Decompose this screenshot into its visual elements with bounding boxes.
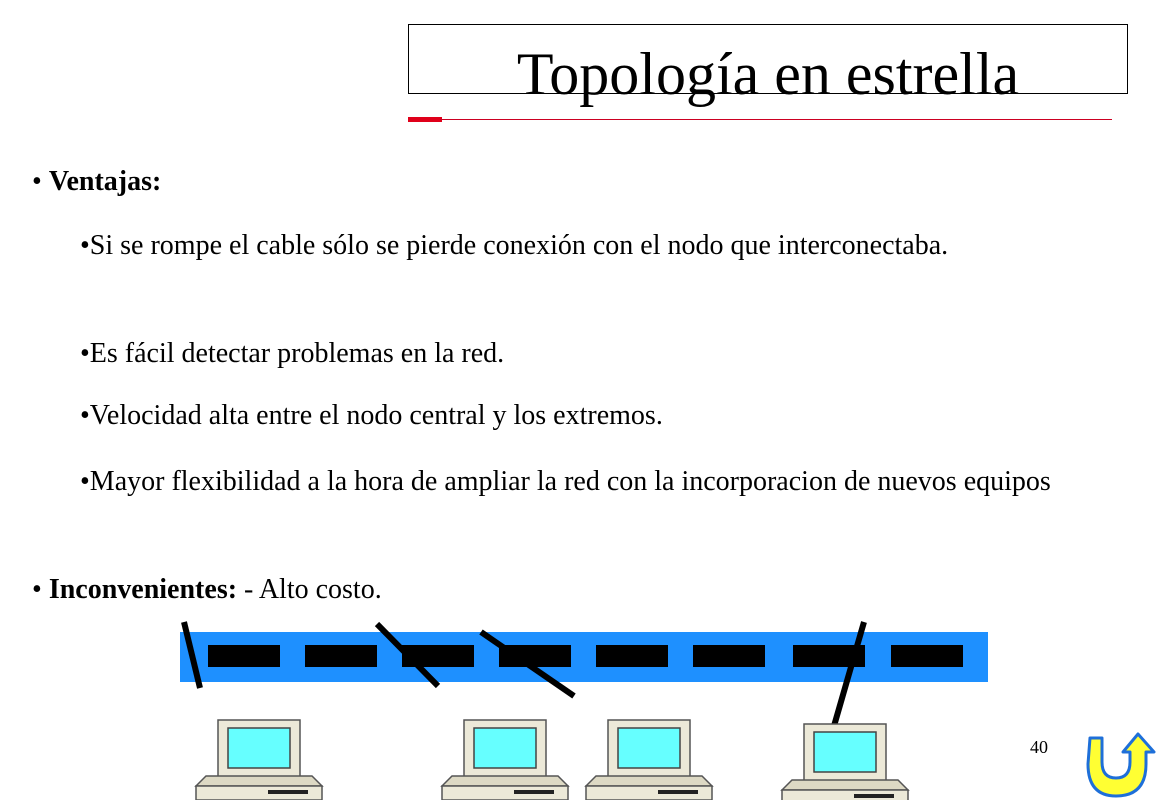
title-underline xyxy=(440,119,1112,120)
u-turn-arrow-icon[interactable] xyxy=(1088,734,1154,796)
inconvenientes-text: - Alto costo. xyxy=(237,574,382,605)
ventaja-item-3: •Velocidad alta entre el nodo central y los extremos. xyxy=(80,400,663,431)
desktop-computer-icon xyxy=(584,720,720,800)
ventajas-heading: Ventajas: xyxy=(48,166,162,197)
ventajas-heading-line xyxy=(32,164,1152,200)
title-accent-bar xyxy=(408,117,442,122)
ventaja-item-1: •Si se rompe el cable sólo se pierde conexión con el nodo que interconectaba. xyxy=(80,230,949,261)
page-number: 40 xyxy=(1030,737,1048,757)
star-topology-illustration xyxy=(0,600,1160,800)
inconvenientes-heading: Inconvenientes: xyxy=(48,574,238,605)
desktop-computer-icon xyxy=(780,724,916,800)
ventaja-item-4: •Mayor flexibilidad a la hora de ampliar la red con la incorporacion de nuevos equipos xyxy=(80,466,1051,497)
bullet: • xyxy=(32,166,42,197)
desktop-computer-icon xyxy=(194,720,330,800)
page-title: Topología en estrella xyxy=(516,41,1020,107)
ventaja-item-2: •Es fácil detectar problemas en la red. xyxy=(80,338,505,369)
desktop-computer-icon xyxy=(440,720,576,800)
bullet: • xyxy=(32,574,42,605)
switch-hub-icon xyxy=(180,632,988,682)
title-box xyxy=(408,24,1128,107)
